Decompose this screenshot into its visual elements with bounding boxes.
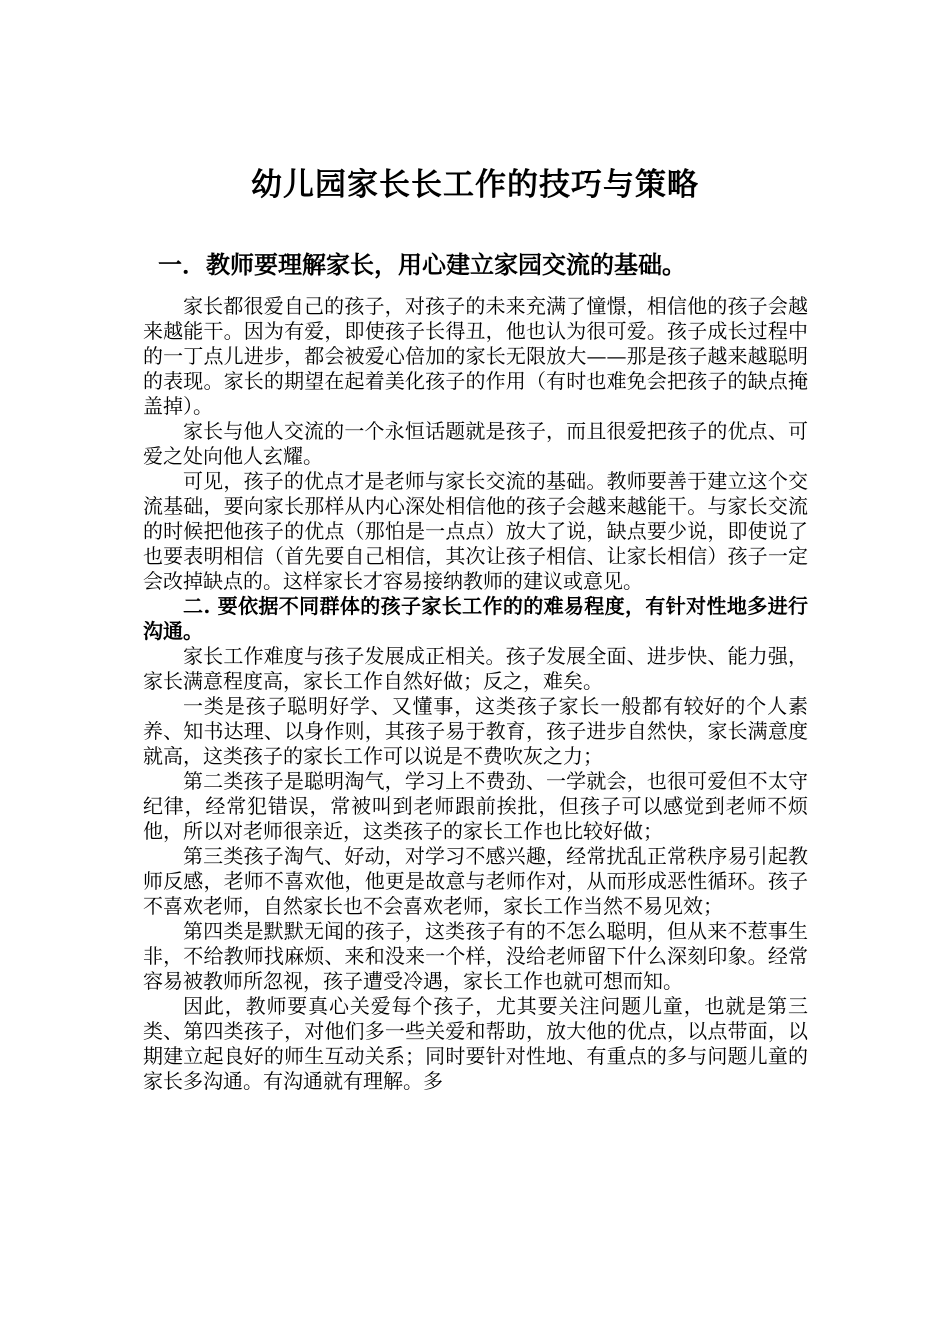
section-heading-1: 一．教师要理解家长，用心建立家园交流的基础。	[158, 249, 686, 279]
paragraph: 第三类孩子淘气、好动，对学习不感兴趣，经常扰乱正常秩序易引起教师反感，老师不喜欢他，他更是故意与老师作对，从而形成恶性循环。孩子不喜欢老师，自然家长也不会喜欢老师，家长工作当然不易见效；	[143, 844, 808, 918]
paragraph: 家长都很爱自己的孩子，对孩子的未来充满了憧憬，相信他的孩子会越来越能干。因为有爱，即使孩子长得丑，他也认为很可爱。孩子成长过程中的一丁点儿进步，都会被爱心倍加的家长无限放大——那是孩子越来越聪明的表现。家长的期望在起着美化孩子的作用（有时也难免会把孩子的缺点掩盖掉）。	[143, 294, 808, 418]
paragraph: 家长与他人交流的一个永恒话题就是孩子，而且很爱把孩子的优点、可爱之处向他人玄耀。	[143, 419, 808, 468]
paragraph: 第二类孩子是聪明淘气，学习上不费劲、一学就会，也很可爱但不太守纪律，经常犯错误，常被叫到老师跟前挨批，但孩子可以感觉到老师不烦他，所以对老师很亲近，这类孩子的家长工作也比较好做；	[143, 769, 808, 843]
paragraph: 一类是孩子聪明好学、又懂事，这类孩子家长一般都有较好的个人素养、知书达理、以身作则，其孩子易于教育，孩子进步自然快，家长满意度就高，这类孩子的家长工作可以说是不费吹灰之力；	[143, 694, 808, 768]
paragraph: 可见，孩子的优点才是老师与家长交流的基础。教师要善于建立这个交流基础，要向家长那样从内心深处相信他的孩子会越来越能干。与家长交流的时候把他孩子的优点（那怕是一点点）放大了说，缺点要少说，即使说了也要表明相信（首先要自己相信，其次让孩子相信、让家长相信）孩子一定会改掉缺点的。这样家长才容易接纳教师的建议或意见。	[143, 469, 808, 593]
paragraph: 第四类是默默无闻的孩子，这类孩子有的不怎么聪明，但从来不惹事生非，不给教师找麻烦、来和没来一个样，没给老师留下什么深刻印象。经常容易被教师所忽视，孩子遭受冷遇，家长工作也就可想而知。	[143, 919, 808, 993]
paragraph: 因此，教师要真心关爱每个孩子，尤其要关注问题儿童，也就是第三类、第四类孩子，对他们多一些关爱和帮助，放大他的优点，以点带面，以期建立起良好的师生互动关系；同时要针对性地、有重点的多与问题儿童的家长多沟通。有沟通就有理解。多	[143, 994, 808, 1093]
paragraph: 家长工作难度与孩子发展成正相关。孩子发展全面、进步快、能力强，家长满意程度高，家长工作自然好做；反之，难矣。	[143, 644, 808, 693]
section-heading-2: 二. 要依据不同群体的孩子家长工作的的难易程度，有针对性地多进行沟通。	[143, 594, 808, 643]
document-body	[143, 294, 808, 1234]
document-title: 幼儿园家长长工作的技巧与策略	[251, 166, 699, 203]
